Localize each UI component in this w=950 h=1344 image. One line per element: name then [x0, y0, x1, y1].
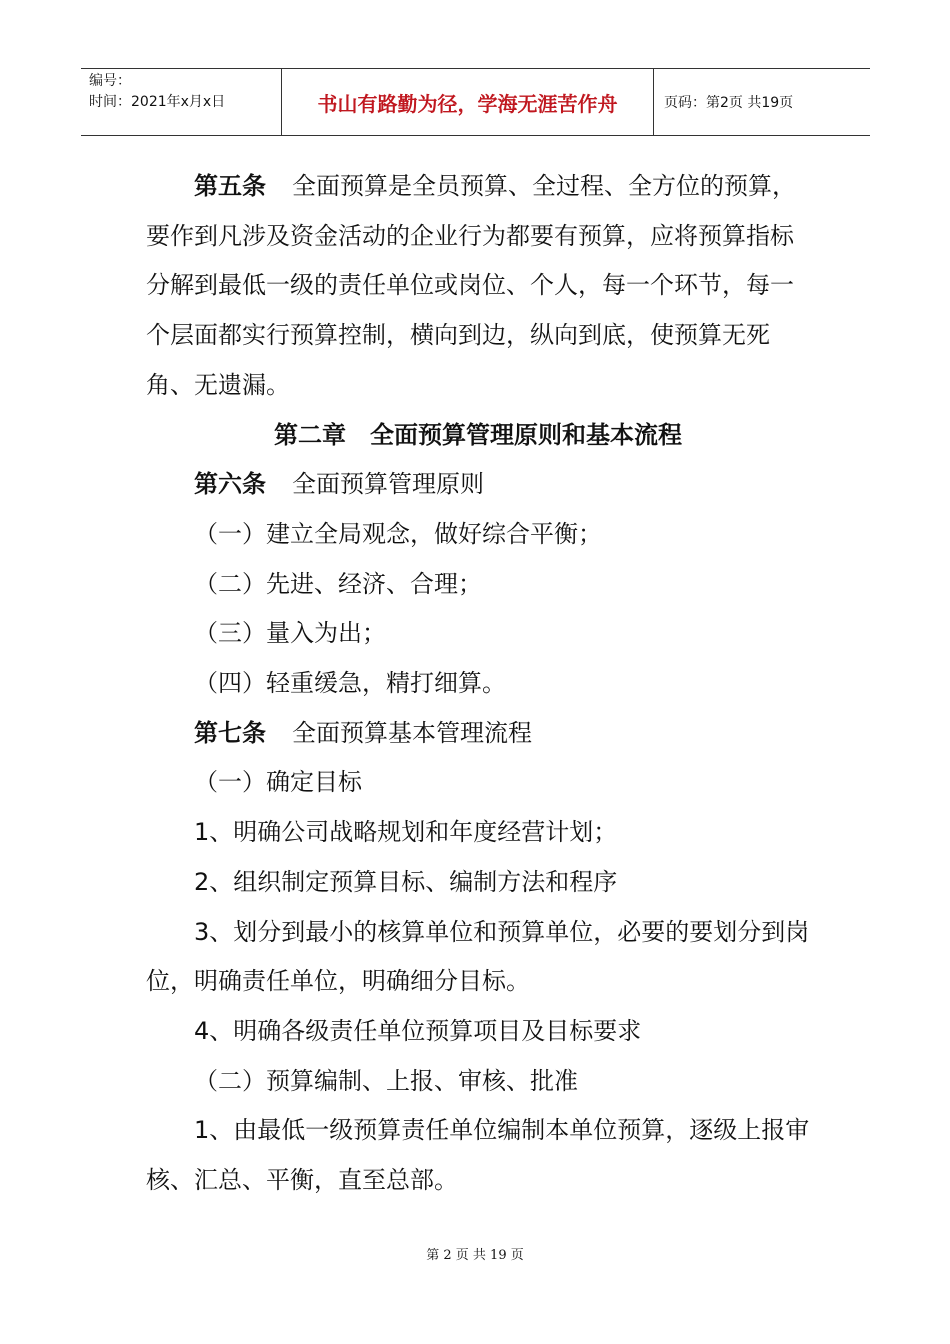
- page-header: [81, 68, 870, 136]
- section-1-title: （一）确定目标: [194, 768, 362, 797]
- document-body: [146, 162, 810, 1206]
- section-1-item: 2、组织制定预算目标、编制方法和程序: [194, 867, 618, 896]
- article-5: [146, 162, 810, 411]
- section-1-item: 3、划分到最小的核算单位和预算单位，必要的要划分到岗位，明确责任单位，明确细分目标。: [146, 917, 810, 996]
- section-1-item: 1、明确公司战略规划和年度经营计划；: [194, 818, 618, 847]
- article-5-text: 全面预算是全员预算、全过程、全方位的预算，要作到凡涉及资金活动的企业行为都要有预算，应将预算指标分解到最低一级的责任单位或岗位、个人，每一个环节，每一个层面都实行预算控制，横向到边，纵向到底，使预算无死角、无遗漏。: [146, 172, 796, 399]
- document-number-label: 编号：: [89, 73, 131, 89]
- article-5-title: 第五条: [194, 172, 266, 200]
- article-6-text: 全面预算管理原则: [292, 470, 484, 499]
- section-1-item: 4、明确各级责任单位预算项目及目标要求: [194, 1016, 642, 1045]
- header-motto: 书山有路勤为径，学海无涯苦作舟: [281, 69, 654, 135]
- article-7: [146, 709, 810, 759]
- article-7-title: 第七条: [194, 718, 266, 747]
- principle-item: （一）建立全局观念，做好综合平衡；: [194, 519, 602, 548]
- header-page-info: 页码：第2页 共19页: [664, 95, 794, 111]
- section-2-title: （二）预算编制、上报、审核、批准: [194, 1066, 578, 1095]
- article-6-title: 第六条: [194, 470, 266, 499]
- principle-item: （三）量入为出；: [194, 619, 386, 648]
- article-6: [146, 460, 810, 510]
- section-2-item: 1、由最低一级预算责任单位编制本单位预算，逐级上报审核、汇总、平衡，直至总部。: [146, 1116, 810, 1195]
- header-meta: [81, 69, 281, 135]
- document-time-label: 时间：2021年x月x日: [89, 94, 226, 110]
- page-footer: 第 2 页 共 19 页: [426, 1248, 524, 1263]
- chapter-2-heading: 第二章 全面预算管理原则和基本流程: [274, 420, 682, 449]
- article-7-text: 全面预算基本管理流程: [292, 718, 532, 747]
- principle-item: （二）先进、经济、合理；: [194, 569, 482, 598]
- principle-item: （四）轻重缓急，精打细算。: [194, 669, 506, 698]
